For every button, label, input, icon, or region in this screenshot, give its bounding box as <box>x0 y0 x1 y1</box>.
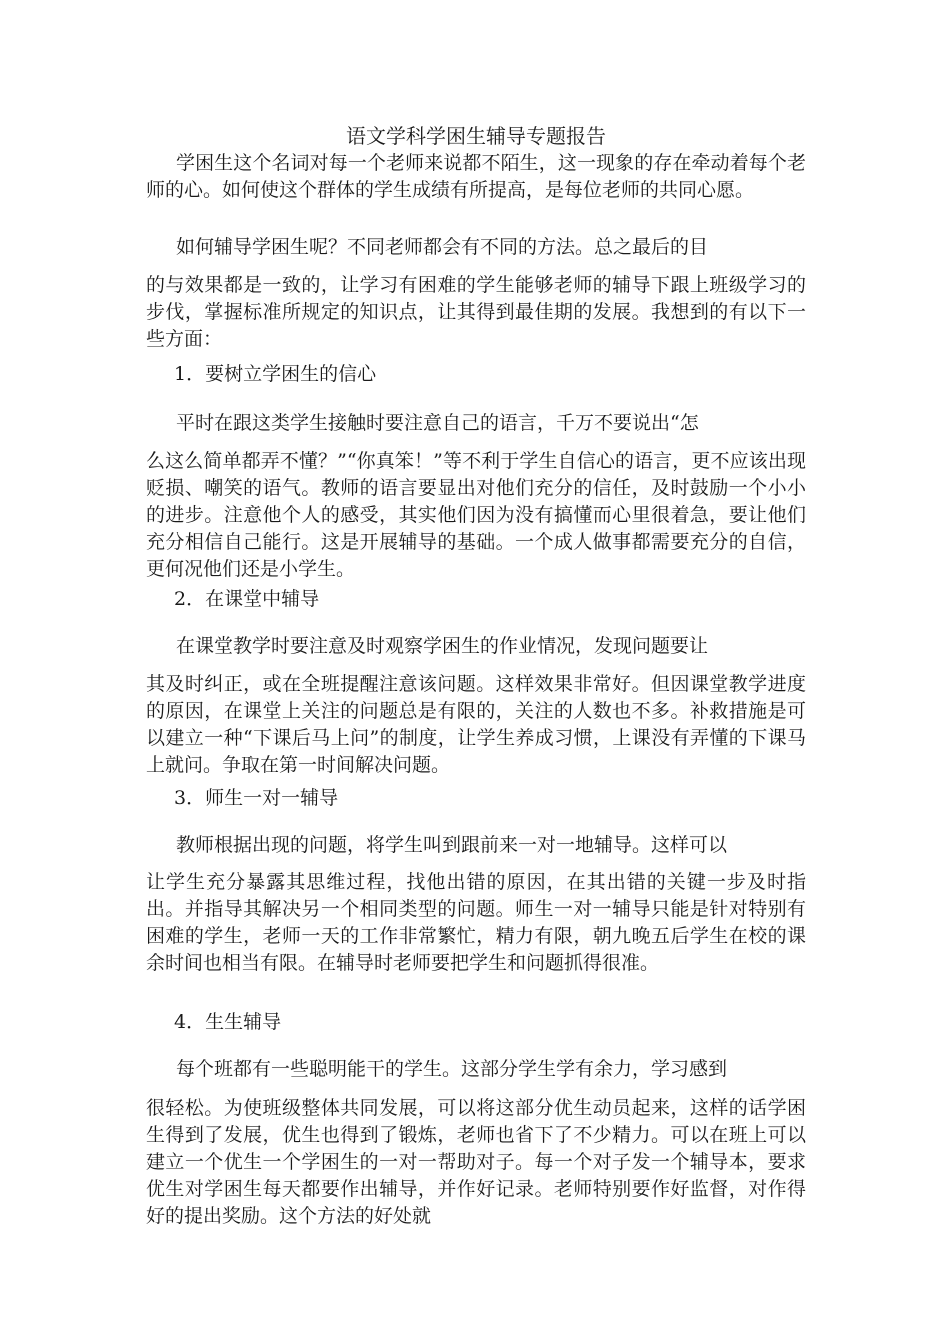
intro-paragraph: 学困生这个名词对每一个老师来说都不陌生，这一现象的存在牵动着每个老师的心。如何使这个群体的学生成绩有所提高，是每位老师的共同心愿。 <box>146 152 806 201</box>
section-1-heading: 1．要树立学困生的信心 <box>174 363 377 385</box>
section-3-first-line: 教师根据出现的问题，将学生叫到跟前来一对一地辅导。这样可以 <box>176 834 728 856</box>
section-2-paragraph: 其及时纠正，或在全班提醒注意该问题。这样效果非常好。但因课堂教学进度的原因，在课堂上关注的问题总是有限的，关注的人数也不多。补救措施是可以建立一种“下课后马上问”的制度，让学生养成习惯，上课没有弄懂的下课马上就问。争取在第一时间解决问题。 <box>146 673 806 776</box>
question-first-line: 如何辅导学困生呢？不同老师都会有不同的方法。总之最后的目 <box>176 236 709 258</box>
section-4-first-line: 每个班都有一些聪明能干的学生。这部分学生学有余力，学习感到 <box>176 1058 728 1080</box>
section-2-first-line: 在课堂教学时要注意及时观察学困生的作业情况，发现问题要让 <box>176 635 709 657</box>
section-4-paragraph: 很轻松。为使班级整体共同发展，可以将这部分优生动员起来，这样的话学困生得到了发展，优生也得到了锻炼，老师也省下了不少精力。可以在班上可以建立一个优生一个学困生的一对一帮助对子。每一个对子发一个辅导本，要求优生对学困生每天都要作出辅导，并作好记录。老师特别要作好监督，对作得好的提出奖励。这个方法的好处就 <box>146 1097 806 1227</box>
section-3-heading: 3．师生一对一辅导 <box>174 787 339 809</box>
section-4-heading: 4．生生辅导 <box>174 1011 282 1033</box>
question-paragraph: 的与效果都是一致的，让学习有困难的学生能够老师的辅导下跟上班级学习的步伐，掌握标准所规定的知识点，让其得到最佳期的发展。我想到的有以下一些方面： <box>146 274 806 350</box>
document-title: 语文学科学困生辅导专题报告 <box>346 124 606 148</box>
section-2-heading: 2．在课堂中辅导 <box>174 588 320 610</box>
section-1-paragraph: 么这么简单都弄不懂？”“你真笨！”等不利于学生自信心的语言，更不应该出现贬损、嘲笑的语气。教师的语言要显出对他们充分的信任，及时鼓励一个小小的进步。注意他个人的感受，其实他们因为没有搞懂而心里很着急，要让他们充分相信自己能行。这是开展辅导的基础。一个成人做事都需要充分的自信，更何况他们还是小学生。 <box>146 450 806 580</box>
section-1-first-line: 平时在跟这类学生接触时要注意自己的语言，千万不要说出“怎 <box>176 412 699 434</box>
section-3-paragraph: 让学生充分暴露其思维过程，找他出错的原因，在其出错的关键一步及时指出。并指导其解决另一个相同类型的问题。师生一对一辅导只能是针对特别有困难的学生，老师一天的工作非常繁忙，精力有限，朝九晚五后学生在校的课余时间也相当有限。在辅导时老师要把学生和问题抓得很准。 <box>146 871 806 974</box>
